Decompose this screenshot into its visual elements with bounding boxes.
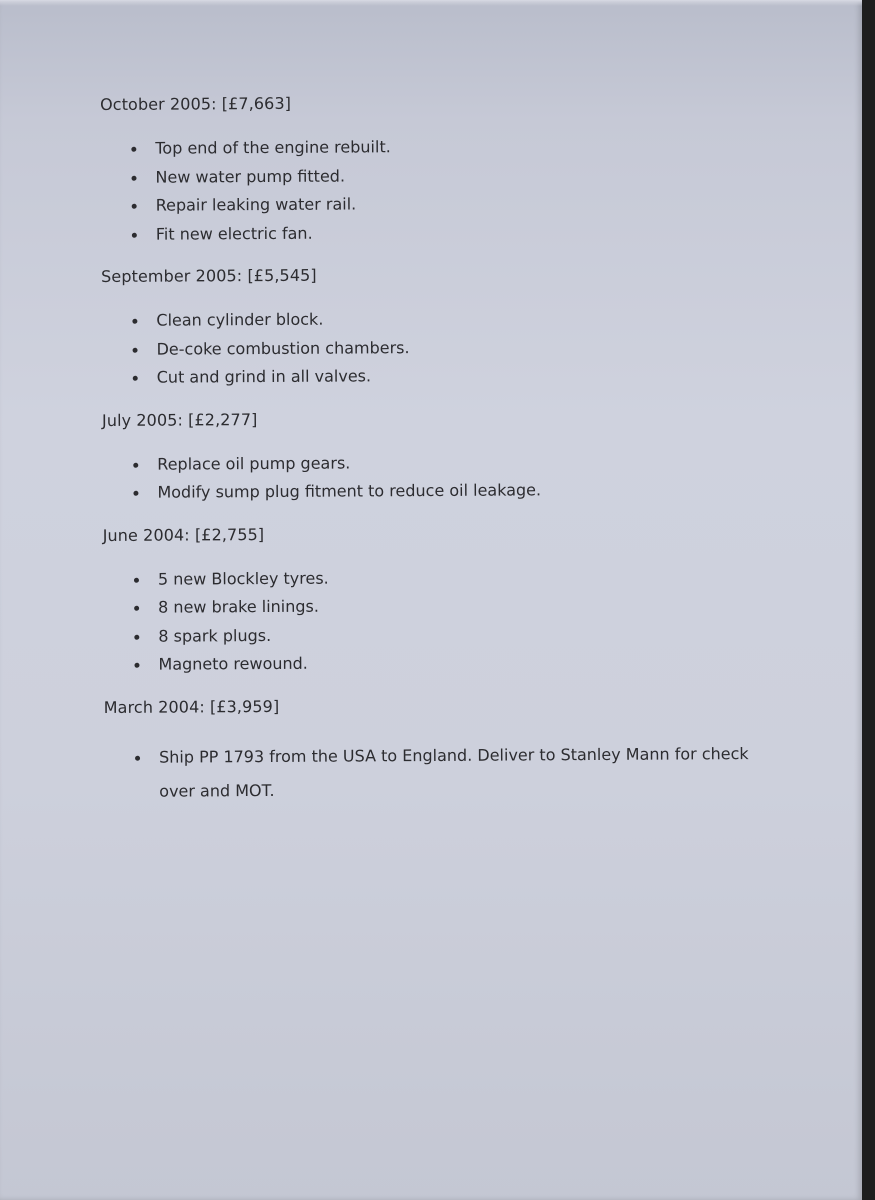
section-july-2005 bbox=[102, 405, 783, 510]
item-text: New water pump fitted. bbox=[155, 166, 346, 187]
list-item bbox=[101, 219, 781, 252]
bullet-icon bbox=[134, 577, 139, 582]
section-heading: September 2005: [£5,545] bbox=[101, 265, 317, 286]
bullet-icon bbox=[131, 175, 136, 180]
section-heading: July 2005: [£2,277] bbox=[101, 409, 258, 430]
item-text: 8 new brake linings. bbox=[158, 596, 319, 617]
item-text: 5 new Blockley tyres. bbox=[157, 568, 329, 589]
list-item bbox=[100, 162, 780, 195]
section-october-2005 bbox=[100, 90, 781, 252]
bullet-icon bbox=[133, 347, 138, 352]
bullet-icon bbox=[133, 491, 138, 496]
section-heading: March 2004: [£3,959] bbox=[103, 696, 280, 717]
item-list bbox=[104, 736, 784, 808]
document-body bbox=[100, 90, 784, 823]
section-september-2005 bbox=[101, 262, 782, 396]
section-march-2004 bbox=[104, 692, 785, 808]
paper-edge bbox=[0, 0, 862, 6]
item-text: 8 spark plugs. bbox=[158, 625, 272, 646]
list-item bbox=[103, 621, 783, 654]
bullet-icon bbox=[132, 204, 137, 209]
item-text: Clean cylinder block. bbox=[156, 309, 324, 330]
bullet-icon bbox=[133, 376, 138, 381]
bullet-icon bbox=[134, 663, 139, 668]
list-item bbox=[100, 134, 780, 167]
list-item bbox=[102, 449, 782, 482]
list-item bbox=[103, 564, 783, 597]
bullet-icon bbox=[132, 319, 137, 324]
item-text: Top end of the engine rebuilt. bbox=[155, 137, 391, 158]
bullet-icon bbox=[131, 147, 136, 152]
list-item bbox=[102, 478, 782, 511]
list-item bbox=[101, 306, 781, 339]
item-text: Fit new electric fan. bbox=[155, 223, 313, 244]
bullet-icon bbox=[135, 755, 140, 760]
item-list bbox=[100, 134, 781, 252]
item-text: De-coke combustion chambers. bbox=[156, 337, 410, 359]
item-text: Repair leaking water rail. bbox=[155, 194, 357, 215]
list-item bbox=[102, 363, 782, 396]
section-june-2004 bbox=[103, 520, 784, 682]
list-item bbox=[103, 650, 783, 683]
item-list bbox=[102, 449, 782, 510]
section-heading: October 2005: [£7,663] bbox=[100, 93, 292, 114]
bullet-icon bbox=[134, 606, 139, 611]
item-text: Magneto rewound. bbox=[158, 653, 308, 674]
list-item bbox=[103, 593, 783, 626]
item-text: Replace oil pump gears. bbox=[157, 452, 351, 474]
list-item bbox=[104, 736, 784, 808]
list-item bbox=[101, 334, 781, 367]
section-heading: June 2004: [£2,755] bbox=[102, 524, 265, 545]
bullet-icon bbox=[132, 232, 137, 237]
bullet-icon bbox=[134, 634, 139, 639]
bullet-icon bbox=[133, 462, 138, 467]
item-list bbox=[101, 306, 782, 396]
item-text: Ship PP 1793 from the USA to England. Deliver to Stanley Mann for check over and MOT. bbox=[158, 743, 749, 801]
item-text: Modify sump plug fitment to reduce oil leakage. bbox=[157, 480, 542, 502]
list-item bbox=[101, 191, 781, 224]
item-list bbox=[103, 564, 784, 682]
item-text: Cut and grind in all valves. bbox=[156, 366, 372, 387]
